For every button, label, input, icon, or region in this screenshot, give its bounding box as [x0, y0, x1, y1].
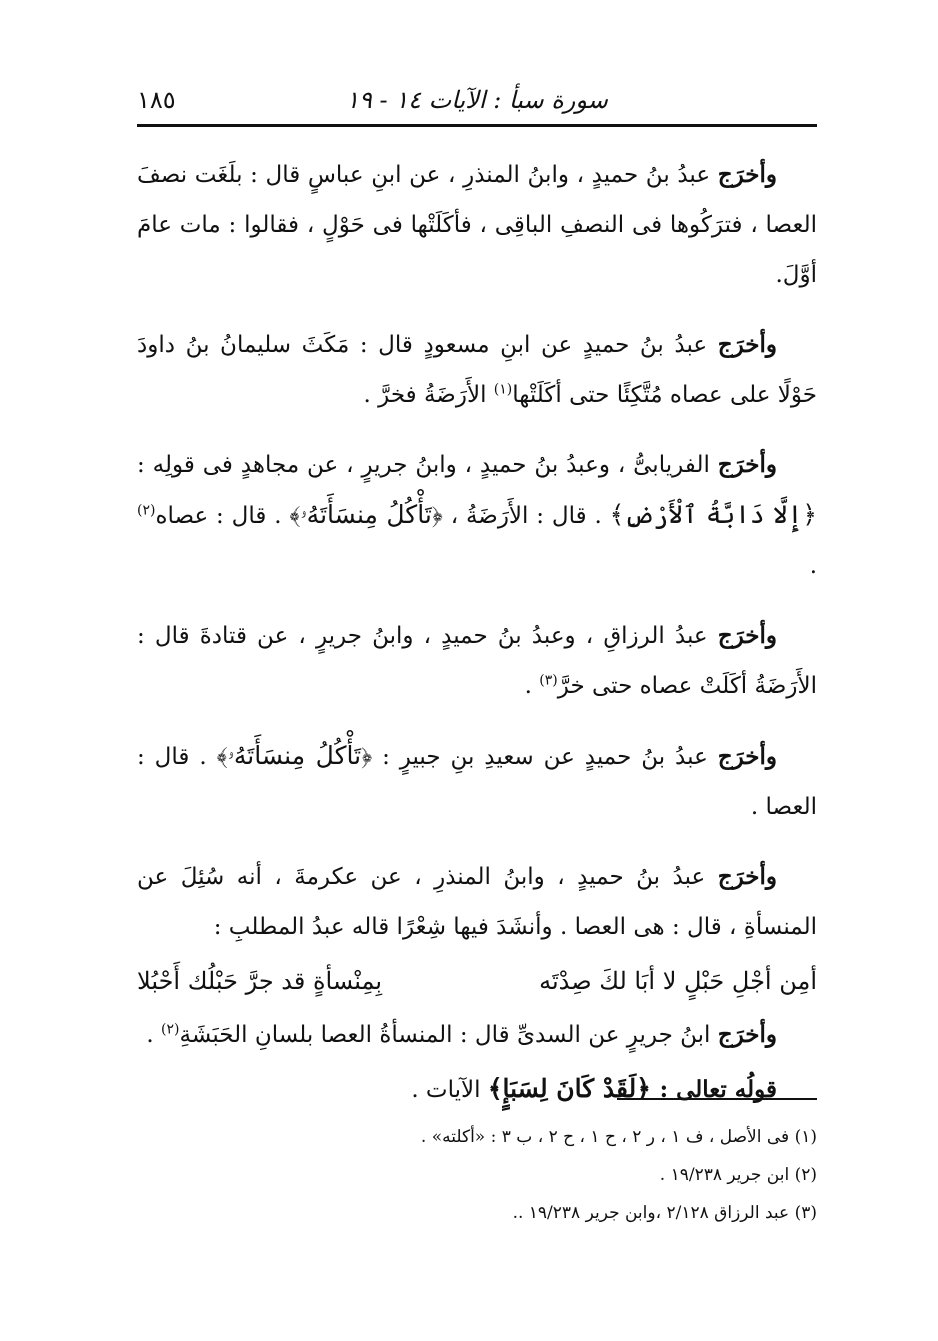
paragraph-text: .: [146, 1022, 162, 1048]
paragraph-text: عبدُ بنُ حميدٍ ، وابنُ المنذرِ ، عن ابنِ عباسٍ قال : بلَغَت نصفَ العصا ، فترَكُوها فى النصفِ الباقِى ، فأكَلَتْها فى حَوْلٍ ، فقالوا : مات عامَ أوَّلَ.: [137, 162, 817, 288]
paragraph-text: عبدُ بنُ حميدٍ عن ابنِ مسعودٍ قال : مَكَثَ سليمانُ بنُ داودَ حَوْلًا على عصاه مُتَّكِئًا حتى أكَلَتْها: [137, 332, 817, 408]
quran-quote: ﴿تَأْكُلُ مِنسَأَتَهُۥ﴾: [216, 741, 373, 770]
quran-quote: ﴿إِلَّا دَابَّةُ ٱلْأَرْضِ﴾: [609, 500, 817, 529]
paragraph-1: [137, 150, 817, 300]
verse-heading-text: الآيات .: [411, 1077, 488, 1103]
verse-hemistich-1: أمِن أجْلِ حَبْلٍ لا أبَا لكَ صِدْتَه: [539, 967, 817, 995]
paragraph-text: .: [809, 553, 817, 579]
paragraph-lead: وأخرَج: [717, 161, 777, 188]
footnote-rule: [617, 1098, 817, 1100]
paragraph-2: [137, 320, 817, 420]
paragraph-lead: وأخرَج: [717, 743, 777, 770]
paragraph-text: . قال : عصاه: [155, 503, 290, 529]
paragraph-text: .: [524, 673, 540, 699]
footnote-ref-2b: (٢): [161, 1021, 180, 1038]
paragraph-text: . قال : الأَرَضَةُ ،: [442, 503, 610, 529]
paragraph-lead: وأخرَج: [717, 622, 777, 649]
footnote-ref-2: (٢): [137, 502, 156, 519]
footnote-2: (٢) ابن جرير ١٩/٢٣٨ .: [659, 1165, 817, 1185]
page-header: [137, 82, 817, 122]
paragraph-text: عبدُ بنُ حميدٍ ، وابنُ المنذرِ ، عن عكرمةَ ، أنه سُئِلَ عن المنسأةِ ، قال : هى العصا . وأنشَدَ فيها شِعْرًا قاله عبدُ المطلبِ :: [137, 864, 817, 940]
footnotes: [137, 1118, 817, 1232]
paragraph-lead: وأخرَج: [717, 331, 777, 358]
quran-quote: ﴿لَقَدْ كَانَ لِسَبَإٍ﴾: [487, 1074, 660, 1103]
verse-heading: [137, 1064, 817, 1115]
verse-heading-lead: قولُه تعالى :: [659, 1076, 777, 1103]
paragraph-text: الأَرَضَةُ فخرَّ .: [363, 382, 494, 408]
paragraph-3: [137, 440, 817, 591]
footnote-ref-3: (٣): [539, 672, 558, 689]
paragraph-text: عبدُ الرزاقِ ، وعبدُ بنُ حميدٍ ، وابنُ جريرٍ ، عن قتادةَ قال : الأَرَضَةُ أكَلَتْ عصاه حتى خرَّ: [137, 623, 817, 699]
footnote-3: (٣) عبد الرزاق ٢/١٢٨ ،وابن جرير ١٩/٢٣٨ ..: [512, 1203, 817, 1223]
paragraph-4: [137, 611, 817, 711]
quran-quote: ﴿تَأْكُلُ مِنسَأَتَهُۥ﴾: [289, 500, 443, 529]
paragraph-5: [137, 731, 817, 832]
footnote-1: (١) فى الأصل ، ف ١ ، ر ٢ ، ح ١ ، ح ٢ ، ب ٣ : «أكلته» .: [420, 1127, 817, 1147]
paragraph-text: . قال : العصا .: [137, 744, 817, 820]
header-rule: [137, 124, 817, 127]
page-number: ١٨٥: [137, 86, 176, 114]
verse-hemistich-2: بِمِنْسأةٍ قد جرَّ حَبْلُك أَحْبُلا: [137, 967, 383, 995]
footnote-ref-1: (١): [493, 381, 513, 398]
running-title: سورة سبأ : الآيات ١٤ - ١٩: [346, 86, 608, 114]
paragraph-text: عبدُ بنُ حميدٍ عن سعيدِ بنِ جبيرٍ :: [372, 744, 718, 770]
paragraph-text: الفريابىُّ ، وعبدُ بنُ حميدٍ ، وابنُ جريرٍ ، عن مجاهدٍ فى قولِه :: [137, 452, 718, 478]
paragraph-6: [137, 852, 817, 952]
paragraph-text: ابنُ جريرٍ عن السدىِّ قال : المنسأةُ العصا بلسانِ الحَبَشَةِ: [179, 1022, 718, 1048]
poetry-verse: [137, 956, 817, 1006]
body-text: [137, 150, 817, 1135]
paragraph-lead: وأخرَج: [717, 863, 777, 890]
paragraph-lead: وأخرَج: [717, 451, 777, 478]
paragraph-lead: وأخرَج: [717, 1021, 777, 1048]
paragraph-7: [137, 1010, 817, 1060]
